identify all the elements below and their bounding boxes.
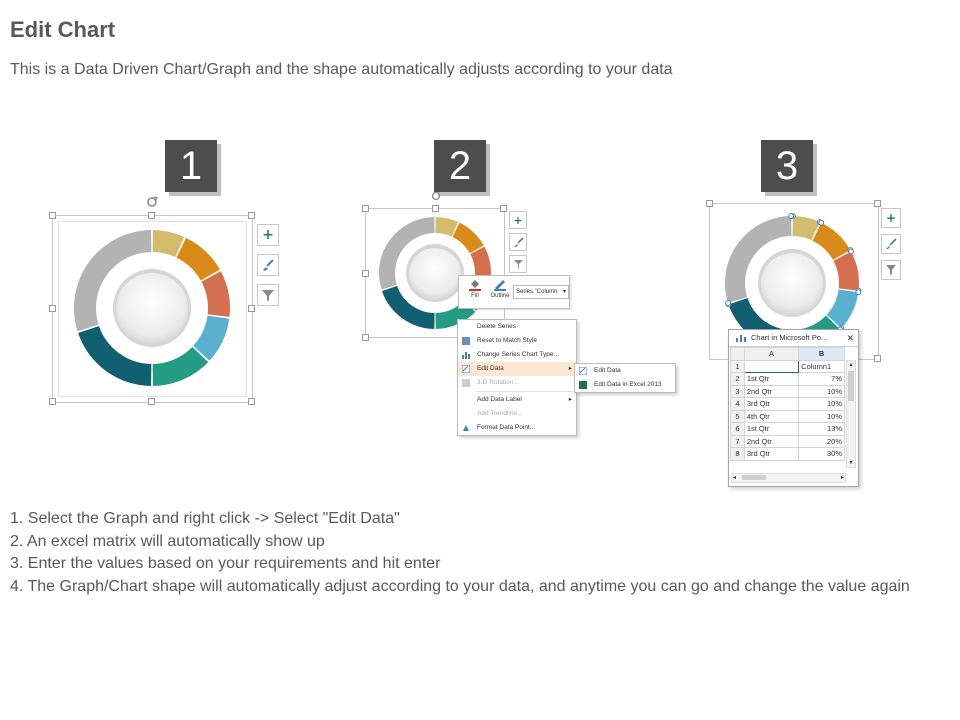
table-cell[interactable]: 20% (799, 435, 845, 448)
scroll-left-icon[interactable]: ◂ (733, 475, 737, 481)
step-1-badge: 1 (165, 140, 217, 192)
row-header[interactable]: 4 (731, 398, 745, 411)
table-cell[interactable]: 1st Qtr (744, 423, 798, 436)
menu-item-label: Add Trendline... (477, 410, 523, 417)
scroll-right-icon[interactable]: ▸ (840, 475, 844, 481)
selection-point[interactable] (819, 220, 824, 225)
chevron-down-icon: ▾ (562, 289, 566, 295)
menu-item-label: 3-D Rotation... (477, 379, 519, 386)
row-header[interactable]: 3 (731, 385, 745, 398)
selection-point[interactable] (789, 214, 794, 219)
excel-icon (579, 381, 587, 389)
menu-item-format-data-point[interactable] (458, 421, 576, 435)
edit-data-icon (579, 367, 587, 375)
table-cell[interactable]: 7% (799, 373, 845, 386)
menu-item-add-trendline[interactable] (458, 407, 576, 421)
page-title: Edit Chart (10, 17, 116, 42)
table-row (731, 385, 845, 398)
menu-item-label: Format Data Point... (477, 424, 536, 431)
donut-hub (761, 253, 823, 315)
donut-chart-3[interactable] (0, 0, 880, 360)
excel-title-bar (729, 330, 858, 347)
row-header[interactable]: 5 (731, 410, 745, 423)
table-cell[interactable]: 13% (799, 423, 845, 436)
rotation-icon (462, 379, 470, 387)
vertical-scrollbar[interactable] (846, 360, 856, 468)
table-cell[interactable]: 1st Qtr (744, 373, 798, 386)
scroll-thumb[interactable] (848, 371, 854, 401)
selection-point[interactable] (849, 249, 854, 254)
table-row (731, 410, 845, 423)
table-cell[interactable]: 10% (799, 385, 845, 398)
scroll-up-icon[interactable]: ▴ (849, 362, 853, 368)
menu-divider (476, 391, 576, 392)
menu-item-edit-data[interactable] (458, 362, 576, 376)
menu-item-add-data-label[interactable] (458, 393, 576, 407)
table-cell[interactable]: 2nd Qtr (744, 435, 798, 448)
format-point-icon (462, 424, 470, 432)
excel-grid (730, 347, 845, 461)
chart-icon (736, 334, 746, 342)
table-cell[interactable]: 30% (799, 448, 845, 461)
menu-item-label: Delete Series (477, 323, 517, 330)
menu-item-label: Reset to Match Style (477, 337, 537, 344)
table-cell[interactable]: 3rd Qtr (744, 398, 798, 411)
table-row (731, 435, 845, 448)
excel-data-window (728, 329, 859, 487)
row-header[interactable]: 2 (731, 373, 745, 386)
edit-data-submenu (574, 363, 676, 393)
outline-label: Outline (490, 293, 510, 299)
donut-slice-2[interactable] (813, 223, 851, 260)
table-cell[interactable]: 3rd Qtr (744, 448, 798, 461)
selection-point[interactable] (856, 290, 861, 295)
plus-icon[interactable]: + (509, 211, 527, 229)
submenu-item-edit-in-excel[interactable] (575, 378, 675, 392)
chevron-right-icon: ▸ (568, 396, 572, 403)
table-row (731, 398, 845, 411)
scroll-down-icon[interactable]: ▾ (849, 460, 853, 466)
instruction-step-4: 4. The Graph/Chart shape will automatically adjust according to your data, and anytime you can go and change the value again (10, 577, 910, 595)
instruction-step-1: 1. Select the Graph and right click -> Select "Edit Data" (10, 510, 400, 527)
menu-item-label: Edit Data in Excel 2013 (594, 381, 662, 388)
table-row (731, 448, 845, 461)
plus-icon[interactable]: + (257, 224, 279, 246)
row-header[interactable]: 7 (731, 435, 745, 448)
table-row (731, 360, 845, 373)
row-header[interactable]: 6 (731, 423, 745, 436)
step-2-badge: 2 (434, 140, 486, 192)
instruction-step-3: 3. Enter the values based on your requirements and hit enter (10, 555, 441, 572)
close-icon[interactable]: ✕ (846, 333, 854, 343)
instructions-list (10, 508, 945, 598)
row-header[interactable]: 8 (731, 448, 745, 461)
chevron-right-icon: ▸ (568, 365, 572, 372)
filter-icon[interactable] (881, 260, 901, 280)
table-cell[interactable]: 4th Qtr (744, 410, 798, 423)
column-header-b[interactable]: B (799, 348, 845, 361)
corner-cell[interactable] (731, 348, 745, 361)
horizontal-scrollbar[interactable] (731, 473, 846, 483)
instruction-step-2: 2. An excel matrix will automatically show up (10, 532, 325, 550)
table-row (731, 423, 845, 436)
fill-label: Fill (471, 293, 479, 299)
selection-point[interactable] (726, 301, 731, 306)
column-header-a[interactable]: A (744, 348, 798, 361)
table-cell[interactable]: 10% (799, 410, 845, 423)
menu-item-label: Change Series Chart Type... (477, 351, 559, 358)
table-cell[interactable]: 2nd Qtr (744, 385, 798, 398)
brush-icon[interactable] (881, 234, 901, 254)
table-cell[interactable]: Column1 (799, 360, 845, 373)
row-header[interactable]: 1 (731, 360, 745, 373)
plus-icon[interactable]: + (881, 208, 901, 228)
submenu-item-edit-data[interactable] (575, 364, 675, 378)
menu-item-label: Edit Data (477, 365, 504, 372)
menu-item-label: Edit Data (594, 367, 621, 374)
table-cell[interactable] (744, 360, 798, 373)
menu-item-3d-rotation[interactable] (458, 376, 576, 390)
table-cell[interactable]: 10% (799, 398, 845, 411)
table-row (731, 373, 845, 386)
menu-item-label: Add Data Label (477, 396, 522, 403)
edit-data-icon (462, 365, 470, 373)
step-3-badge: 3 (761, 140, 813, 192)
excel-window-title: Chart in Microsoft Po... (751, 333, 828, 342)
scroll-thumb[interactable] (742, 475, 766, 480)
page-subtitle: This is a Data Driven Chart/Graph and the shape automatically adjusts according to your data (10, 61, 673, 78)
series-dropdown-value: Series "Column (516, 289, 558, 295)
